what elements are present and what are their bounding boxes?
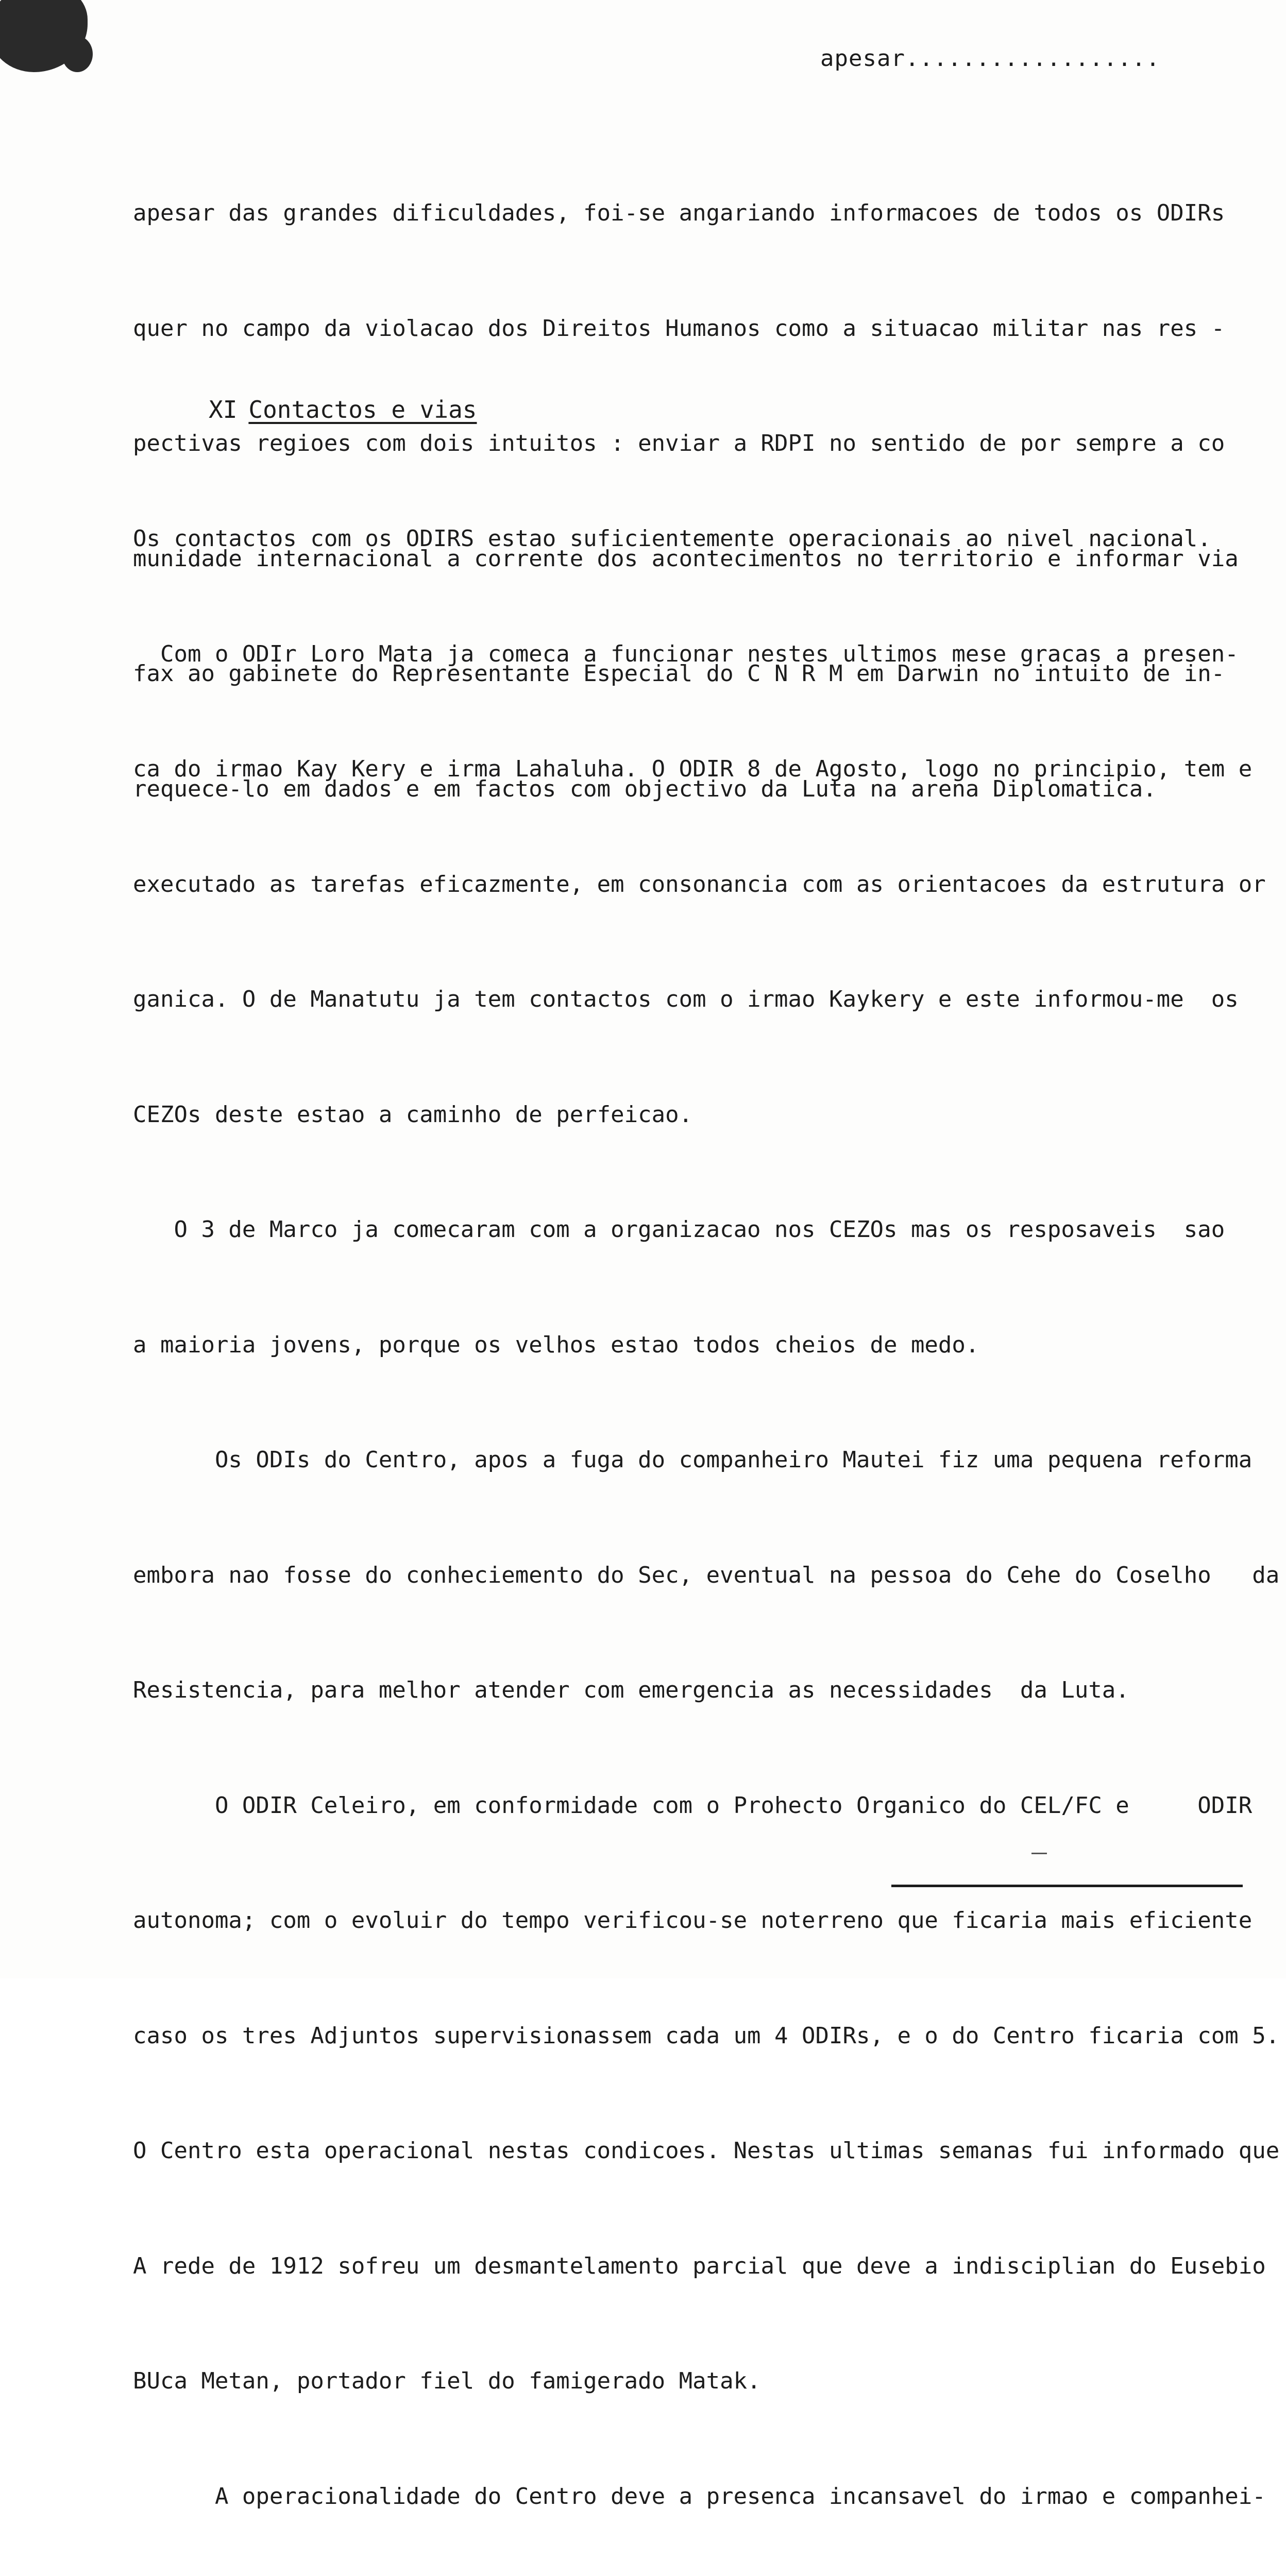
text-line: O ODIR Celeiro, em conformidade com o Prohecto Organico do CEL/FC e ODIR <box>133 1792 1253 1819</box>
text-line: requece-lo em dados e em factos com objectivo da Luta na arena Diplomatica. <box>133 775 1157 802</box>
text-line: Os contactos com os ODIRS estao suficientemente operacionais ao nivel nacional. <box>133 526 1211 552</box>
section-title: Contactos e vias <box>248 396 477 423</box>
margin-mark <box>1031 1853 1047 1854</box>
text-line: A rede de 1912 sofreu um desmantelamento parcial que deve a indisciplian do Eusebio <box>133 2252 1266 2279</box>
text-line: ca do irmao Kay Kery e irma Lahaluha. O ODIR 8 de Agosto, logo no principio, tem e <box>133 756 1253 782</box>
section-number: XI <box>209 396 238 423</box>
text-line: embora nao fosse do conheciemento do Sec, eventual na pessoa do Cehe do Coselho da <box>133 1562 1280 1588</box>
text-line: a maioria jovens, porque os velhos estao todos cheios de medo. <box>133 1331 979 1358</box>
body-text <box>133 443 1280 2576</box>
text-line: Com o ODIr Loro Mata ja comeca a funcionar nestes ultimos mese gracas a presen- <box>133 640 1239 667</box>
text-line: executado as tarefas eficazmente, em consonancia com as orientacoes da estrutura or <box>133 871 1266 897</box>
text-line: quer no campo da violacao dos Direitos Humanos como a situacao militar nas res - <box>133 315 1225 342</box>
text-line: BUca Metan, portador fiel do famigerado Matak. <box>133 2368 761 2394</box>
text-line: munidade internacional a corrente dos acontecimentos no territorio e informar via <box>133 545 1239 572</box>
bottom-rule <box>891 1885 1243 1887</box>
text-line: ganica. O de Manatutu ja tem contactos com o irmao Kaykery e este informou-me os <box>133 986 1239 1012</box>
text-line: caso os tres Adjuntos supervisionassem cada um 4 ODIRs, e o do Centro ficaria com 5. <box>133 2022 1280 2049</box>
text-line: autonoma; com o evoluir do tempo verificou-se noterreno que ficaria mais eficiente <box>133 1907 1253 1934</box>
text-line: O 3 de Marco ja comecaram com a organizacao nos CEZOs mas os resposaveis sao <box>133 1216 1225 1243</box>
section-heading <box>209 396 477 423</box>
text-line: apesar das grandes dificuldades, foi-se angariando informacoes de todos os ODIRs <box>133 200 1225 226</box>
text-line: CEZOs deste estao a caminho de perfeicao. <box>133 1101 693 1128</box>
text-line: pectivas regioes com dois intuitos : enviar a RDPI no sentido de por sempre a co <box>133 430 1225 456</box>
page-continuation-header: apesar.................. <box>820 45 1160 72</box>
ink-stain-drop <box>62 36 93 72</box>
text-line: Os ODIs do Centro, apos a fuga do companheiro Mautei fiz uma pequena reforma <box>133 1447 1253 1473</box>
text-line: O Centro esta operacional nestas condicoes. Nestas ultimas semanas fui informado que <box>133 2138 1280 2164</box>
text-line: fax ao gabinete do Representante Especial do C N R M em Darwin no intuito de in- <box>133 660 1225 687</box>
text-line: A operacionalidade do Centro deve a presenca incansavel do irmao e companhei- <box>133 2483 1266 2510</box>
text-line: Resistencia, para melhor atender com emergencia as necessidades da Luta. <box>133 1677 1129 1703</box>
